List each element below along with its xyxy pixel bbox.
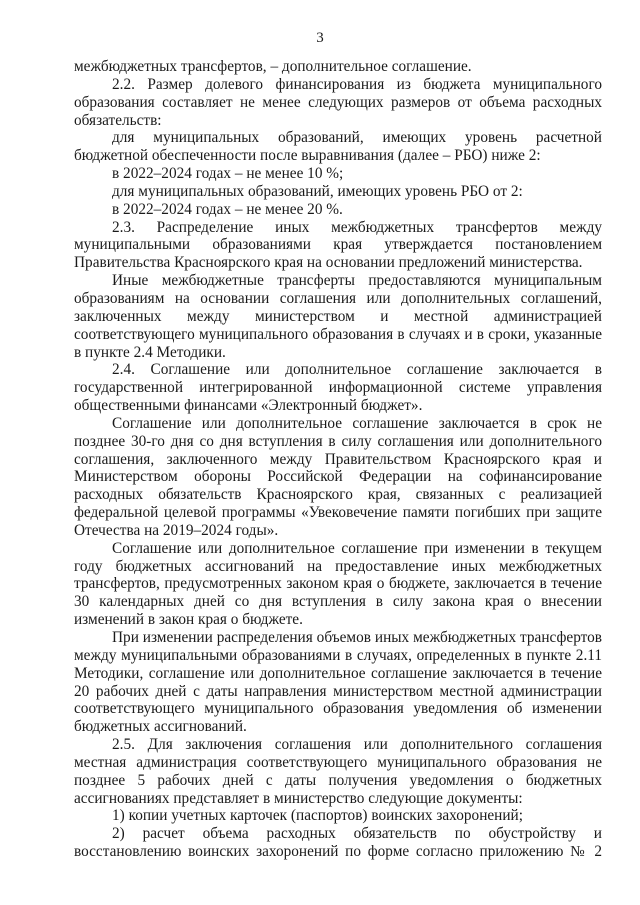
paragraph: Соглашение или дополнительное соглашение заключается в срок не позднее 30-го дня со дня вступления в силу соглашения или дополнительного соглашения, заключенного между Правительством Красноярского края и Министерством обороны Российской Федерации на софинансирование расходных обязательств Красноярского края, связанных с реализацией федеральной целевой программы «Увековечение памяти погибших при защите Отечества на 2019–2024 годы». bbox=[74, 414, 602, 539]
paragraph: межбюджетных трансфертов, – дополнительное соглашение. bbox=[74, 58, 472, 75]
paragraph: 2.5. Для заключения соглашения или дополнительного соглашения местная администрация соответствующего муниципального образования не позднее 5 рабочих дней с даты получения уведомления о бюджетных ассигнованиях представляет в министерство следующие документы: bbox=[74, 736, 602, 807]
paragraph: Иные межбюджетные трансферты предоставляются муниципальным образованиям на основании соглашения или дополнительных соглашений, заключенных между министерством и местной администрацией соответствующего муниципального образования в случаях и в сроки, указанные в пункте 2.4 Методики. bbox=[74, 272, 602, 361]
paragraph: для муниципальных образований, имеющих уровень расчетной бюджетной обеспеченности после выравнивания (далее – РБО) ниже 2: bbox=[74, 129, 602, 165]
paragraph: в 2022–2024 годах – не менее 10 %; bbox=[112, 165, 344, 183]
paragraph: 2.2. Размер долевого финансирования из бюджета муниципального образования составляет не менее следующих размеров от объема расходных обязательств: bbox=[74, 75, 602, 129]
paragraph: 1) копии учетных карточек (паспортов) воинских захоронений; bbox=[112, 807, 523, 825]
paragraph: для муниципальных образований, имеющих уровень РБО от 2: bbox=[112, 182, 523, 200]
paragraph: Соглашение или дополнительное соглашение при изменении в текущем году бюджетных ассигнований на предоставление иных межбюджетных трансфертов, предусмотренных законом края о бюджете, заключается в течение 30 календарных дней со дня вступления в силу закона края о внесении изменений в закон края о бюджете. bbox=[74, 539, 602, 629]
paragraph: 2) расчет объема расходных обязательств по обустройству и восстановлению воинских захоронений по форме согласно приложению № 2 bbox=[74, 825, 602, 861]
document-body bbox=[74, 58, 602, 861]
paragraph: 2.3. Распределение иных межбюджетных трансфертов между муниципальными образованиями края утверждается постановлением Правительства Красноярского края на основании предложений министерства. bbox=[74, 218, 602, 272]
paragraph: 2.4. Соглашение или дополнительное соглашение заключается в государственной интегрированной информационной системе управления общественными финансами «Электронный бюджет». bbox=[74, 361, 602, 415]
page-number: 3 bbox=[316, 30, 324, 46]
paragraph: При изменении распределения объемов иных межбюджетных трансфертов между муниципальными образованиями в случаях, определенных в пункте 2.11 Методики, соглашение или дополнительное соглашение заключается в течение 20 рабочих дней с даты направления министерством местной администрации соответствующего муниципального образования уведомления об изменении бюджетных ассигнований. bbox=[74, 629, 602, 736]
paragraph: в 2022–2024 годах – не менее 20 %. bbox=[112, 200, 343, 218]
